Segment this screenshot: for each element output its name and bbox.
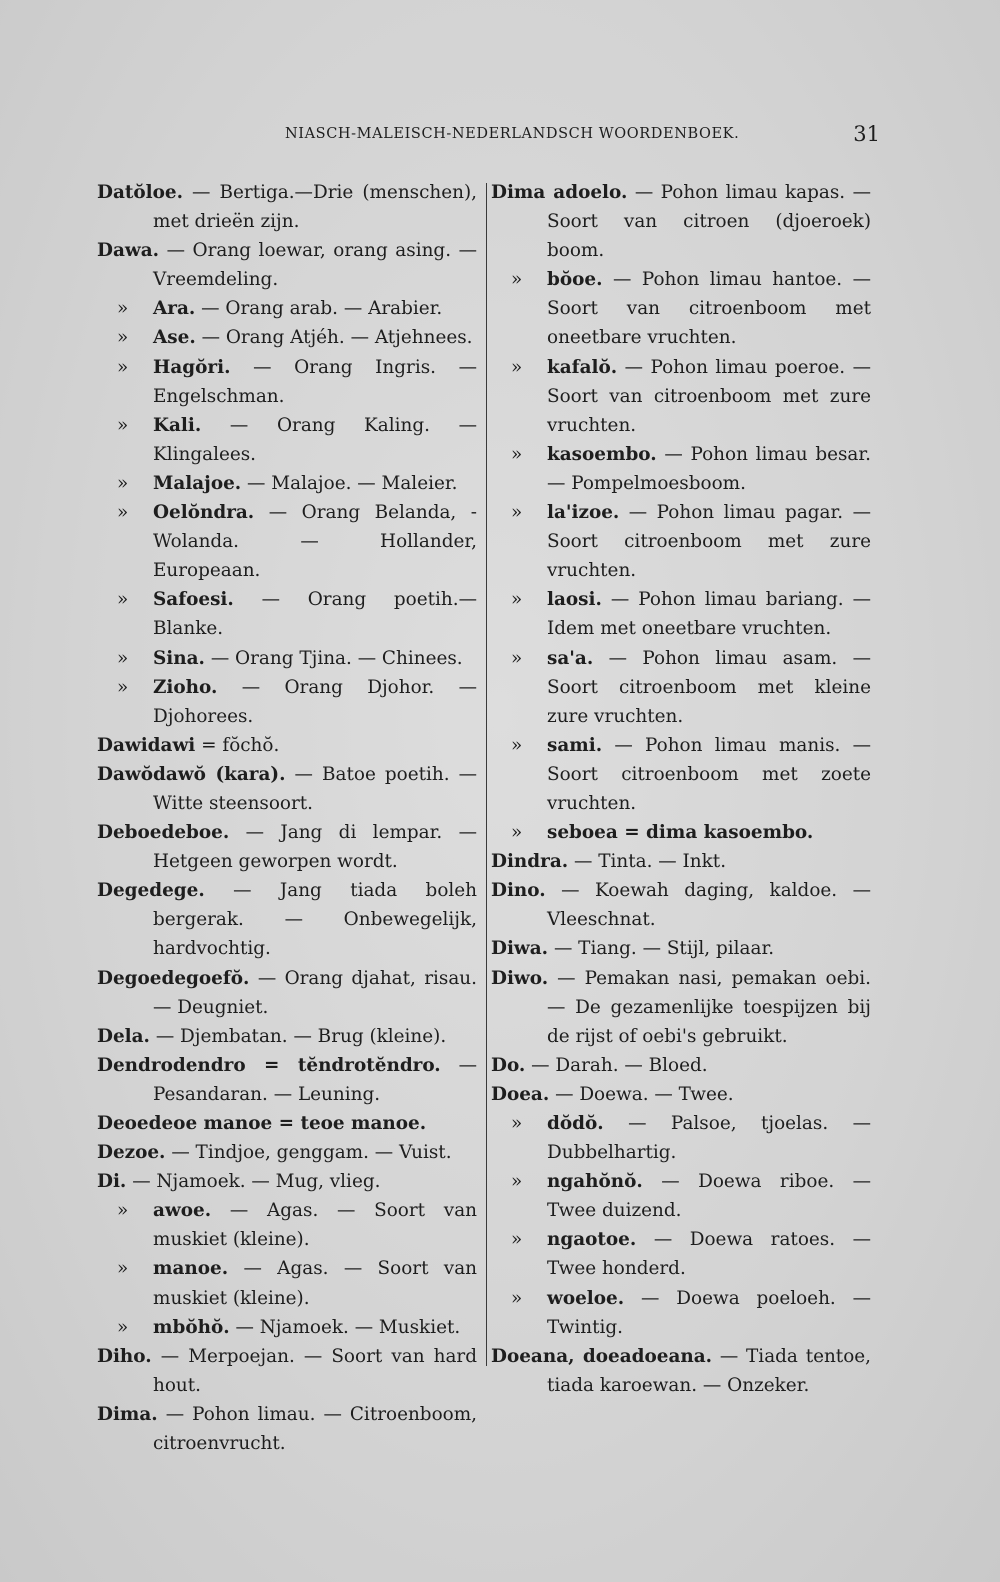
subentry-marker: » bbox=[117, 414, 129, 436]
headword: kasoembo. bbox=[547, 443, 657, 465]
subentry-marker: » bbox=[511, 443, 523, 465]
headword: awoe. bbox=[153, 1200, 212, 1222]
right-column bbox=[491, 178, 871, 1400]
definition: — Pesandaran. — Leuning. bbox=[153, 1054, 477, 1105]
headword: woeloe. bbox=[547, 1287, 625, 1309]
headword: laosi. bbox=[547, 589, 602, 611]
headword: Dawa. bbox=[97, 240, 160, 262]
subentry-marker: » bbox=[511, 1113, 523, 1134]
definition: — Merpoejan. — Soort van hard hout. bbox=[151, 1345, 477, 1396]
definition: — Orang djahat, risau. — Deugniet. bbox=[153, 967, 477, 1018]
definition: — Pohon limau. — Citroenboom, citroenvrucht. bbox=[153, 1403, 477, 1455]
subentry-marker: » bbox=[511, 1229, 523, 1251]
headword: Safoesi. bbox=[153, 589, 234, 611]
subentry-marker: » bbox=[511, 502, 523, 524]
definition: — Orang loewar, orang asing. — Vreemdeling. bbox=[153, 240, 477, 291]
definition: — Agas. — Soort van muskiet (kleine). bbox=[153, 1200, 477, 1251]
running-title: NIASCH-MALEISCH-NEDERLANDSCH WOORDENBOEK. bbox=[285, 126, 740, 142]
headword: Diho. bbox=[97, 1345, 152, 1367]
definition: — Njamoek. — Mug, vlieg. bbox=[126, 1171, 381, 1193]
definition: — Bertiga.—Drie (menschen), met drieën zijn. bbox=[153, 182, 477, 233]
definition: — Djembatan. — Brug (kleine). bbox=[149, 1025, 447, 1047]
headword: Diwo. bbox=[491, 967, 549, 989]
definition: — Pohon limau kapas. —Soort van citroen (djoeroek) boom. bbox=[547, 182, 871, 262]
dictionary-subentry bbox=[491, 818, 871, 847]
dictionary-entry bbox=[97, 1167, 477, 1196]
subentry-marker: » bbox=[511, 589, 523, 611]
dictionary-entry bbox=[97, 731, 477, 760]
definition: — Orang arab. — Arabier. bbox=[195, 298, 443, 320]
headword: Hagŏri. bbox=[153, 356, 231, 378]
dictionary-subentry bbox=[97, 1313, 477, 1342]
definition: — Orang Ingris. — Engelschman. bbox=[153, 356, 477, 407]
headword: Doea. bbox=[491, 1083, 550, 1105]
dictionary-subentry bbox=[97, 644, 477, 673]
headword: la'izoe. bbox=[547, 502, 620, 524]
definition: — Pohon limau asam. — Soort citroenboom met kleine zure vruchten. bbox=[547, 647, 871, 727]
headword: Dindra. bbox=[491, 851, 569, 873]
dictionary-subentry bbox=[97, 294, 477, 323]
subentry-marker: » bbox=[117, 589, 129, 611]
subentry-marker: » bbox=[511, 1171, 523, 1193]
headword: Ase. bbox=[153, 327, 196, 349]
dictionary-subentry bbox=[491, 265, 871, 352]
subentry-marker: » bbox=[117, 1258, 129, 1280]
definition: — Agas. — Soort van muskiet (kleine). bbox=[153, 1258, 477, 1309]
definition: — Orang Kaling. — Klingalees. bbox=[153, 414, 477, 465]
definition: — Jang tiada boleh bergerak. — Onbewegelijk, hardvochtig. bbox=[153, 880, 477, 960]
headword: Dendrodendro = tĕndrotĕndro. bbox=[97, 1054, 441, 1076]
dictionary-entry bbox=[97, 964, 477, 1022]
dictionary-entry bbox=[491, 876, 871, 934]
headword: Dezoe. bbox=[97, 1142, 166, 1164]
column-divider bbox=[486, 183, 487, 1366]
dictionary-entry bbox=[97, 1022, 477, 1051]
headword: Dino. bbox=[491, 880, 546, 902]
page-number: 31 bbox=[853, 122, 880, 146]
headword: mbŏhŏ. bbox=[153, 1316, 230, 1338]
headword: sami. bbox=[547, 734, 603, 756]
definition: — Orang Atjéh. — Atjehnees. bbox=[195, 327, 473, 349]
headword: sa'a. bbox=[547, 647, 594, 669]
dictionary-entry bbox=[491, 847, 871, 876]
dictionary-entry bbox=[97, 1109, 477, 1138]
dictionary-subentry bbox=[491, 498, 871, 585]
definition: — Jang di lempar. — Hetgeen geworpen wordt. bbox=[153, 822, 477, 873]
headword: dŏdŏ. bbox=[547, 1113, 604, 1134]
subentry-marker: » bbox=[117, 327, 129, 349]
dictionary-subentry bbox=[491, 644, 871, 731]
headword: Dela. bbox=[97, 1025, 150, 1047]
headword: Deoedeoe manoe = teoe manoe. bbox=[97, 1113, 427, 1134]
dictionary-subentry bbox=[97, 323, 477, 352]
definition: — Palsoe, tjoelas. — Dubbelhartig. bbox=[547, 1113, 871, 1164]
definition: — Pohon limau hantoe. — Soort van citroenboom met oneetbare vruchten. bbox=[547, 269, 871, 349]
headword: Dawŏdawŏ (kara). bbox=[97, 763, 286, 785]
headword: Doeana, doeadoeana. bbox=[491, 1345, 713, 1367]
subentry-marker: » bbox=[117, 502, 129, 524]
definition: — Pohon limau poeroe. — Soort van citroenboom met zure vruchten. bbox=[547, 356, 871, 436]
dictionary-entry bbox=[97, 1400, 477, 1458]
definition: — Orang Tjina. — Chinees. bbox=[204, 647, 463, 669]
definition: — Orang Belanda, -Wolanda. — Hollander, Europeaan. bbox=[153, 502, 477, 582]
headword: Zioho. bbox=[153, 676, 218, 698]
subentry-marker: » bbox=[117, 1200, 129, 1222]
dictionary-entry bbox=[491, 1080, 871, 1109]
left-column bbox=[97, 178, 477, 1458]
subentry-marker: » bbox=[117, 356, 129, 378]
definition: — Pemakan nasi, pemakan oebi. — De gezamenlijke toespijzen bij de rijst of oebi's gebruikt. bbox=[547, 967, 871, 1047]
dictionary-subentry bbox=[97, 411, 477, 469]
definition: — Malajoe. — Maleier. bbox=[241, 472, 458, 494]
dictionary-entry bbox=[491, 1051, 871, 1080]
subentry-marker: » bbox=[511, 1287, 523, 1309]
dictionary-subentry bbox=[97, 1254, 477, 1312]
subentry-marker: » bbox=[511, 734, 523, 756]
definition: — Orang Djohor. — Djohorees. bbox=[153, 676, 477, 727]
headword: Diwa. bbox=[491, 938, 549, 960]
subentry-marker: » bbox=[117, 647, 129, 669]
headword: Deboedeboe. bbox=[97, 822, 230, 844]
headword: Do. bbox=[491, 1054, 526, 1076]
definition: — Doewa riboe. — Twee duizend. bbox=[547, 1171, 871, 1222]
dictionary-entry bbox=[97, 1051, 477, 1109]
dictionary-subentry bbox=[491, 1109, 871, 1167]
subentry-marker: » bbox=[511, 647, 523, 669]
page-header bbox=[100, 122, 880, 152]
subentry-marker: » bbox=[117, 298, 129, 320]
dictionary-entry bbox=[97, 760, 477, 818]
definition: — Tiada tentoe, tiada karoewan. — Onzeker. bbox=[547, 1345, 871, 1396]
headword: Di. bbox=[97, 1171, 127, 1193]
dictionary-entry bbox=[97, 876, 477, 963]
headword: Oelŏndra. bbox=[153, 502, 255, 524]
definition: = fŏchŏ. bbox=[195, 734, 280, 756]
dictionary-subentry bbox=[97, 1196, 477, 1254]
subentry-marker: » bbox=[511, 822, 523, 844]
definition: — Koewah daging, kaldoe. — Vleeschnat. bbox=[545, 880, 871, 931]
dictionary-entry bbox=[491, 964, 871, 1051]
definition: — Orang poetih.—Blanke. bbox=[153, 589, 477, 640]
dictionary-subentry bbox=[97, 498, 477, 585]
headword: ngaotoe. bbox=[547, 1229, 637, 1251]
headword: Degedege. bbox=[97, 880, 205, 902]
dictionary-subentry bbox=[491, 731, 871, 818]
subentry-marker: » bbox=[117, 676, 129, 698]
dictionary-subentry bbox=[491, 440, 871, 498]
subentry-marker: » bbox=[117, 1316, 129, 1338]
definition: — Tinta. — Inkt. bbox=[568, 851, 727, 873]
dictionary-entry bbox=[491, 178, 871, 265]
subentry-marker: » bbox=[511, 356, 523, 378]
dictionary-subentry bbox=[97, 673, 477, 731]
definition: — Tindjoe, genggam. — Vuist. bbox=[165, 1142, 452, 1164]
dictionary-entry bbox=[97, 1342, 477, 1400]
definition: — Doewa ratoes. — Twee honderd. bbox=[547, 1229, 871, 1280]
dictionary-entry bbox=[97, 236, 477, 294]
headword: Ara. bbox=[153, 298, 196, 320]
headword: Dawidawi bbox=[97, 734, 196, 756]
headword: Degoedegoefŏ. bbox=[97, 967, 250, 989]
dictionary-subentry bbox=[97, 353, 477, 411]
dictionary-entry bbox=[491, 1342, 871, 1400]
dictionary-subentry bbox=[491, 1167, 871, 1225]
dictionary-subentry bbox=[491, 585, 871, 643]
headword: Sina. bbox=[153, 647, 205, 669]
definition: — Pohon limau besar. — Pompelmoesboom. bbox=[547, 443, 871, 494]
definition: — Njamoek. — Muskiet. bbox=[229, 1316, 461, 1338]
dictionary-subentry bbox=[491, 1284, 871, 1342]
headword: Kali. bbox=[153, 414, 202, 436]
subentry-marker: » bbox=[117, 472, 129, 494]
dictionary-entry bbox=[97, 178, 477, 236]
headword: Dima adoelo. bbox=[491, 182, 628, 203]
dictionary-subentry bbox=[491, 353, 871, 440]
definition: — Doewa poeloeh. — Twintig. bbox=[547, 1287, 871, 1338]
dictionary-entry bbox=[97, 818, 477, 876]
definition: — Doewa. — Twee. bbox=[549, 1083, 734, 1105]
dictionary-subentry bbox=[97, 585, 477, 643]
definition: — Pohon limau manis. — Soort citroenboom met zoete vruchten. bbox=[547, 734, 871, 814]
definition: — Batoe poetih. — Witte steensoort. bbox=[153, 763, 477, 814]
headword: bŏoe. bbox=[547, 269, 603, 291]
dictionary-subentry bbox=[491, 1225, 871, 1283]
headword: manoe. bbox=[153, 1258, 229, 1280]
headword: kafalŏ. bbox=[547, 356, 618, 378]
headword: ngahŏnŏ. bbox=[547, 1171, 643, 1193]
definition: — Pohon limau pagar. — Soort citroenboom met zure vruchten. bbox=[547, 502, 871, 582]
dictionary-subentry bbox=[97, 469, 477, 498]
dictionary-entry bbox=[97, 1138, 477, 1167]
headword: Datŏloe. bbox=[97, 182, 183, 203]
definition: — Darah. — Bloed. bbox=[525, 1054, 708, 1076]
dictionary-entry bbox=[491, 934, 871, 963]
headword: Malajoe. bbox=[153, 472, 242, 494]
subentry-marker: » bbox=[511, 269, 523, 291]
definition: — Pohon limau bariang. — Idem met oneetbare vruchten. bbox=[547, 589, 871, 640]
definition: — Tiang. — Stijl, pilaar. bbox=[548, 938, 775, 960]
headword: Dima. bbox=[97, 1403, 158, 1425]
headword: seboea = dima kasoembo. bbox=[547, 822, 814, 844]
